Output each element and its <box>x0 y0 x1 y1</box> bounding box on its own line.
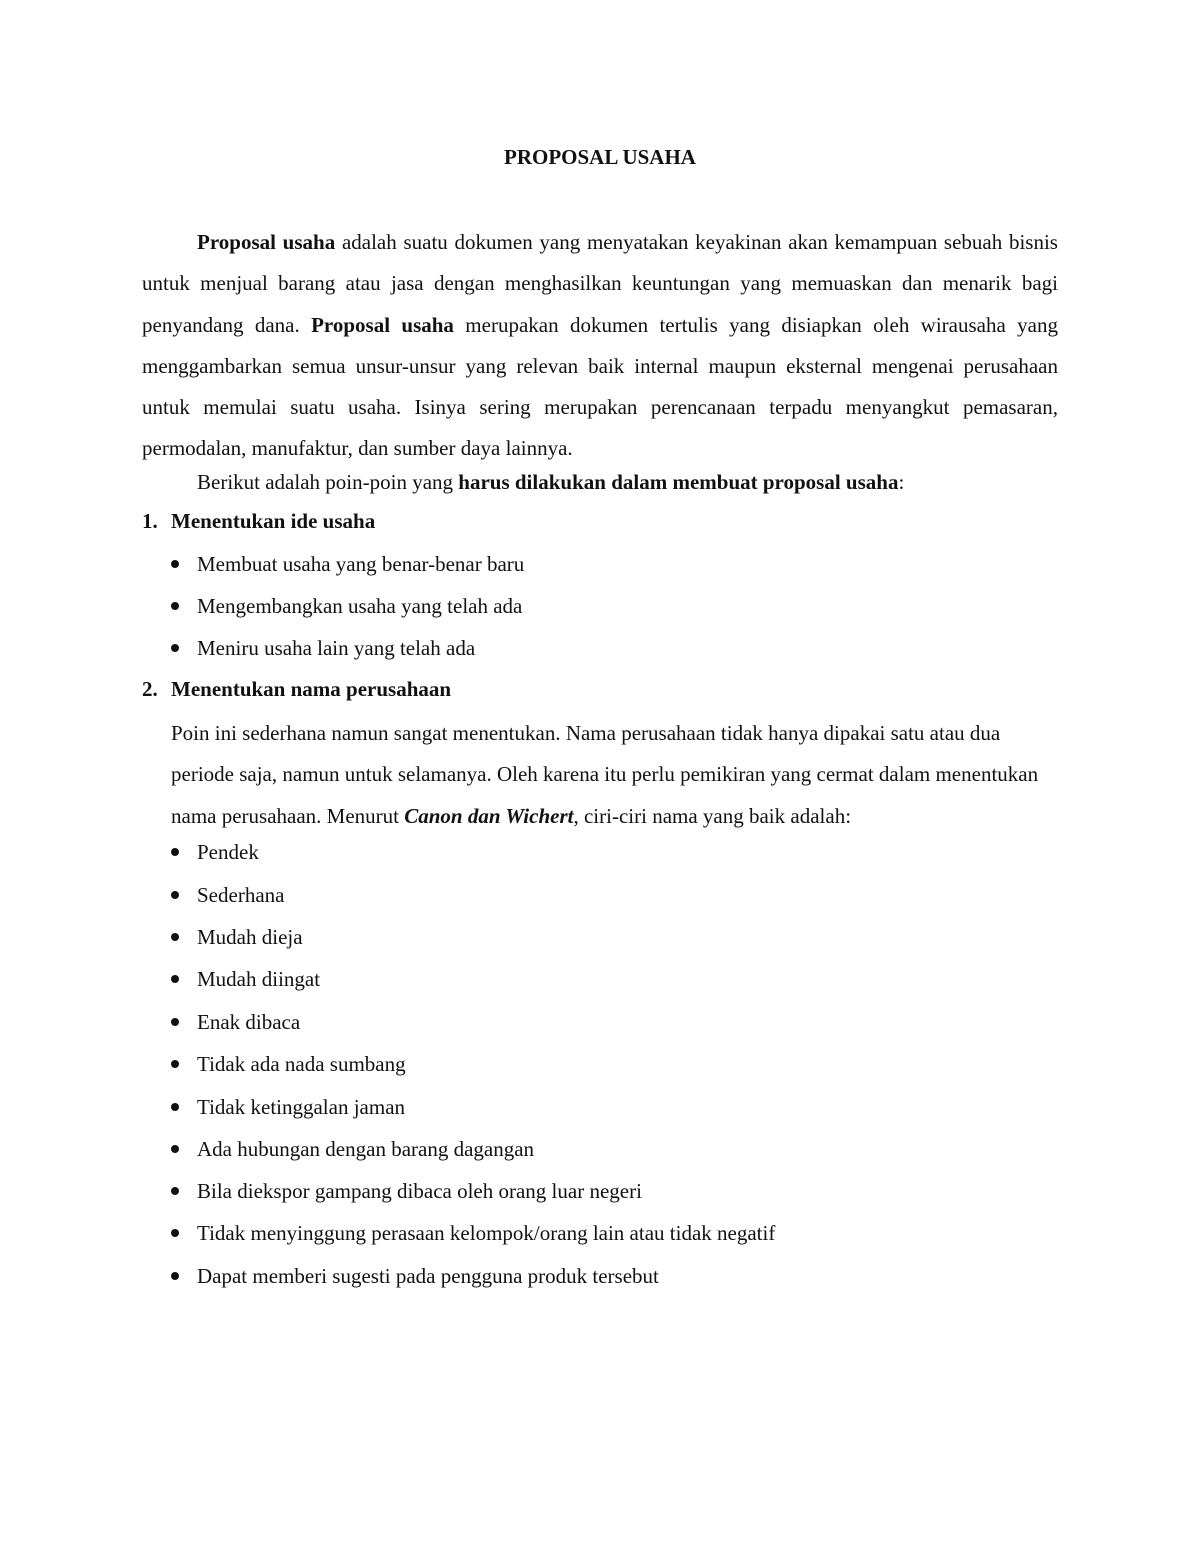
lead-end: : <box>898 470 905 494</box>
section-2-heading <box>142 674 451 704</box>
list-item-label: Tidak ada nada sumbang <box>197 1052 406 1076</box>
page-title: PROPOSAL USAHA <box>504 145 696 169</box>
bullet-icon <box>171 1187 179 1195</box>
list-item <box>171 1134 534 1164</box>
section-2-text: Poin ini sederhana namun sangat menentukan. Nama perusahaan tidak hanya dipakai satu atau dua periode saja, namun untuk selamanya. Oleh karena itu perlu pemikiran yang cermat dalam menentukan nama perusahaan. Menurut <box>171 721 1039 828</box>
bullet-icon <box>171 1272 179 1280</box>
list-item-label: Bila diekspor gampang dibaca oleh orang luar negeri <box>197 1179 642 1203</box>
list-item <box>171 837 259 867</box>
intro-text-1: adalah suatu dokumen yang menyatakan keyakinan akan kemampuan sebuah bisnis untuk menjual barang atau jasa dengan menghasilkan keuntungan yang memuaskan dan menarik bagi penyandang dana. <box>142 230 1058 337</box>
section-1-number: 1. <box>142 509 158 533</box>
bullet-icon <box>171 1103 179 1111</box>
list-item-label: Tidak menyinggung perasaan kelompok/orang lain atau tidak negatif <box>197 1221 776 1245</box>
list-item <box>171 964 320 994</box>
intro-term-2: Proposal usaha <box>311 312 454 337</box>
list-item <box>171 1218 775 1248</box>
section-2-text-end: , ciri-ciri nama yang baik adalah: <box>573 803 852 828</box>
list-item <box>171 1049 406 1079</box>
list-item <box>171 1176 642 1206</box>
section-2-paragraph <box>171 713 1061 837</box>
section-2-title: Menentukan nama perusahaan <box>171 677 452 701</box>
list-item-label: Enak dibaca <box>197 1010 301 1034</box>
list-item <box>171 1092 405 1122</box>
bullet-icon <box>171 1229 179 1237</box>
list-item-label: Meniru usaha lain yang telah ada <box>197 636 476 660</box>
section-2-citation: Canon dan Wichert <box>404 803 574 828</box>
bullet-icon <box>171 560 179 568</box>
section-2-number: 2. <box>142 677 158 701</box>
section-1-heading <box>142 506 375 536</box>
list-item <box>171 922 303 952</box>
bullet-icon <box>171 602 179 610</box>
list-item <box>171 633 475 663</box>
bullet-icon <box>171 1145 179 1153</box>
list-item <box>171 1261 659 1291</box>
bullet-icon <box>171 1060 179 1068</box>
list-item <box>171 880 284 910</box>
list-item <box>171 591 522 621</box>
list-item-label: Mudah dieja <box>197 925 303 949</box>
list-item-label: Ada hubungan dengan barang dagangan <box>197 1137 535 1161</box>
list-item-label: Dapat memberi sugesti pada pengguna produk tersebut <box>197 1264 659 1288</box>
bullet-icon <box>171 848 179 856</box>
intro-paragraph <box>142 222 1058 470</box>
list-item-label: Sederhana <box>197 883 285 907</box>
bullet-icon <box>171 1018 179 1026</box>
intro-text-2: merupakan dokumen tertulis yang disiapkan oleh wirausaha yang menggambarkan semua unsur-unsur yang relevan baik internal maupun eksternal mengenai perusahaan untuk memulai suatu usaha. Isinya sering merupakan perencanaan terpadu menyangkut pemasaran, permodalan, manufaktur, dan sumber daya lainnya. <box>142 312 1058 461</box>
list-item-label: Mengembangkan usaha yang telah ada <box>197 594 523 618</box>
lead-bold: harus dilakukan dalam membuat proposal usaha <box>458 470 899 494</box>
list-item <box>171 549 524 579</box>
section-1-title: Menentukan ide usaha <box>171 509 376 533</box>
list-item <box>171 1007 300 1037</box>
bullet-icon <box>171 644 179 652</box>
list-item-label: Tidak ketinggalan jaman <box>197 1095 406 1119</box>
lead-text: Berikut adalah poin-poin yang <box>197 470 459 494</box>
intro-term-1: Proposal usaha <box>197 230 336 254</box>
list-item-label: Pendek <box>197 840 259 864</box>
bullet-icon <box>171 975 179 983</box>
lead-sentence <box>197 467 904 497</box>
bullet-icon <box>171 933 179 941</box>
bullet-icon <box>171 891 179 899</box>
list-item-label: Membuat usaha yang benar-benar baru <box>197 552 525 576</box>
list-item-label: Mudah diingat <box>197 967 321 991</box>
